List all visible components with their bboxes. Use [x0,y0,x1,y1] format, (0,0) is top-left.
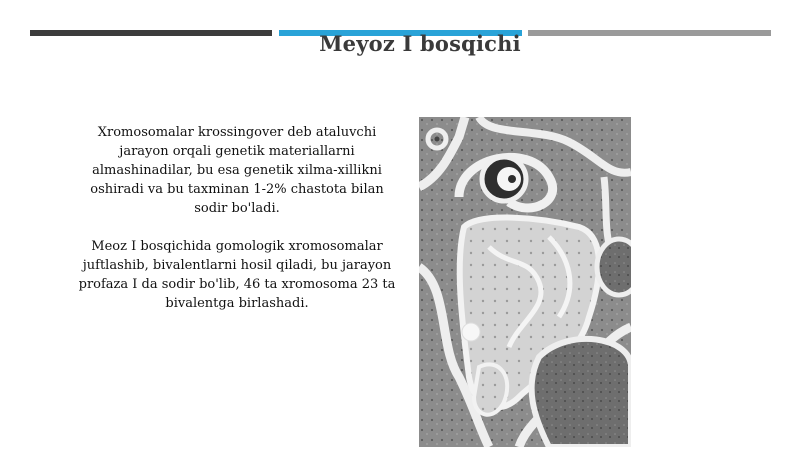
slide-title: Meyoz I bosqichi [319,31,521,56]
paragraph-crossing-over: Xromosomalar krossingover deb ataluvchi jarayon orqali genetik materiallarni almashinadilar, bu esa genetik xilma-xillikni oshiradi va bu taxminan 1-2% chastota bilan sodir bo'ladi. [90,125,384,216]
meiosis-illustration [419,117,631,447]
paragraph-bivalents: Meoz I bosqichida gomologik xromosomalar juftlashib, bivalentlarni hosil qiladi, bu jarayon profaza I da sodir bo'lib, 46 ta xromosoma 23 ta bivalentga birlashadi. [78,239,396,311]
slide-body [62,123,412,313]
